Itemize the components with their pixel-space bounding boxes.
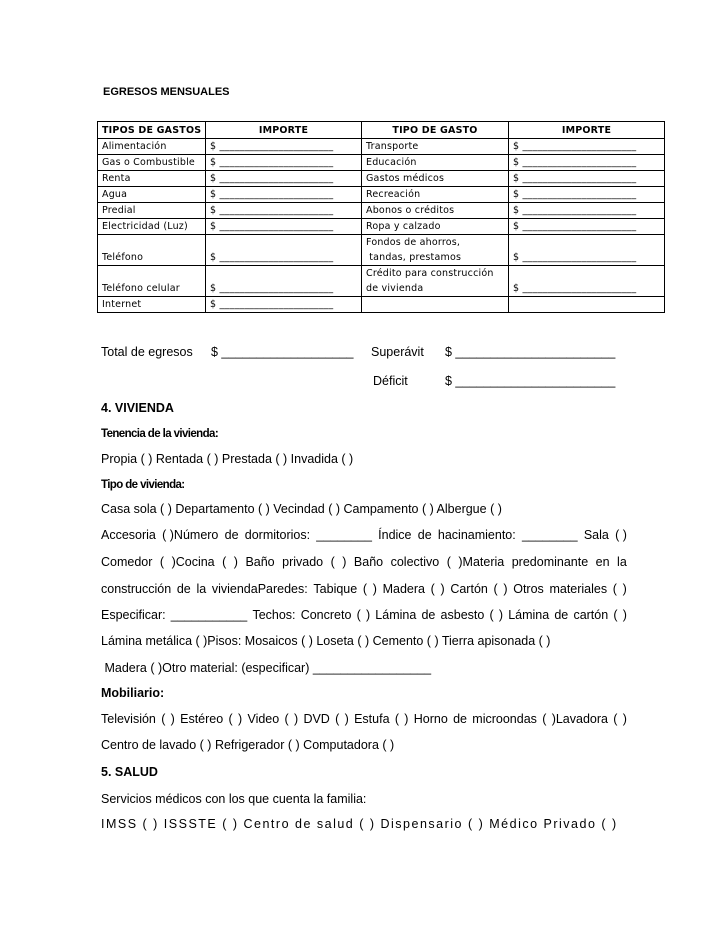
word: ( [446,555,451,569]
word: ) [622,608,627,622]
word: asbesto [440,608,485,622]
word: Baño [353,555,384,569]
amount-field[interactable]: $ _______________________ [509,266,665,297]
expense-type: Educación [362,155,509,171]
word: ) [170,712,175,726]
tipo-vivienda-options: Casa sola ( ) Departamento ( ) Vecindad ( ) Campamento ( ) Albergue ( ) [101,502,502,516]
expense-type: Transporte [362,139,509,155]
expenses-table [97,121,665,313]
word: dormitorios: [244,528,311,542]
expense-type: Teléfono celular [98,266,206,297]
table-row [98,219,665,235]
word: Otros [513,582,544,596]
word: Accesoria [101,528,156,542]
vivienda-line [101,555,627,569]
word: Estufa [354,712,390,726]
word: Lámina [375,608,417,622]
sheet-title: EGRESOS MENSUALES [103,86,230,98]
word: ( [489,608,494,622]
word: ) [622,582,627,596]
word: de [176,582,191,596]
word: ) [440,582,445,596]
word: de [417,528,432,542]
mobiliario-line-2: Centro de lavado ( ) Refrigerador ( ) Computadora ( ) [101,738,395,752]
word: ( [542,712,547,726]
word: ( [330,555,335,569]
word: ) [503,582,508,596]
tenencia-label: Tenencia de la vivienda: [101,428,219,440]
table-row [98,203,665,219]
amount-field[interactable]: $ _______________________ [509,235,665,266]
amount-field[interactable]: $ _______________________ [206,297,362,313]
amount-field[interactable]: $ _______________________ [206,171,362,187]
table-row [98,139,665,155]
expense-type: Ropa y calzado [362,219,509,235]
word: ) [344,712,349,726]
word: predominante [511,555,589,569]
word: ( [613,712,618,726]
word: Índice [378,528,412,542]
total-egresos-label: Total de egresos [101,345,193,359]
word: ________ [521,528,578,542]
word: de [453,712,467,726]
table-row [98,155,665,171]
amount-field[interactable]: $ _______________________ [206,266,362,297]
amount-field[interactable]: $ _______________________ [509,203,665,219]
servicios-options: IMSS ( ) ISSSTE ( ) Centro de salud ( ) Dispensario ( ) Médico Privado ( ) [101,817,618,831]
expense-type-line: de vivienda [366,283,424,294]
table-row [98,171,665,187]
amount-field[interactable]: $ _______________________ [206,155,362,171]
amount-field[interactable]: $ _______________________ [206,139,362,155]
expense-type: Predial [98,203,206,219]
word: ( [159,555,165,569]
word: ) [498,608,504,622]
vivienda-line [101,608,627,622]
word: Madera [382,582,425,596]
word: ___________ [170,608,248,622]
word: ( [222,555,227,569]
word: ( ) [615,528,627,542]
superavit-field[interactable]: $ _______________________ [445,345,616,359]
servicios-label: Servicios médicos con los que cuenta la familia: [101,792,367,806]
word: Concreto [300,608,352,622]
column-header: TIPOS DE GASTOS [98,122,206,139]
table-row [98,297,665,313]
expense-type: Alimentación [98,139,206,155]
word: hacinamiento: [437,528,516,542]
expense-type: Gastos médicos [362,171,509,187]
word: Televisión [101,712,156,726]
table-row [98,187,665,203]
word: microondas [472,712,537,726]
word: DVD [303,712,330,726]
expense-type: Teléfono [98,235,206,266]
word: Tabique [313,582,358,596]
word: ) [404,712,409,726]
expense-type: Agua [98,187,206,203]
tipo-vivienda-label: Tipo de vivienda: [101,479,185,491]
word: ) [342,555,347,569]
expense-type-two-line [362,266,509,297]
section-heading-vivienda: 4. VIVIENDA [101,401,174,415]
word: ( [612,582,617,596]
amount-field[interactable]: $ _______________________ [206,219,362,235]
word: )Materia [458,555,505,569]
word: )Cocina [171,555,215,569]
word: ) [372,582,377,596]
table-row [98,266,665,297]
word: materiales [549,582,608,596]
word: ) [233,555,238,569]
word: ( [493,582,498,596]
empty-cell [509,297,665,313]
word: ( [228,712,233,726]
deficit-label: Déficit [373,374,408,388]
word: viviendaParedes: [211,582,308,596]
word: en [595,555,610,569]
word: privado [282,555,324,569]
word: de [554,608,569,622]
expense-type: Recreación [362,187,509,203]
word: ( )Número [162,528,219,542]
word: ( [335,712,340,726]
amount-field[interactable]: $ _______________________ [509,219,665,235]
word: ) [237,712,243,726]
empty-cell [362,297,509,313]
total-egresos-field[interactable]: $ ___________________ [211,345,354,359]
word: colectivo [390,555,440,569]
expense-type-line: tandas, prestamos [366,252,462,263]
word: Horno [413,712,448,726]
madera-line: Madera ( )Otro material: (especificar) _________________ [101,661,432,675]
superavit-label: Superávit [371,345,424,359]
word: Lámina [508,608,550,622]
word: la [617,555,627,569]
expense-type-two-line [362,235,509,266]
column-header: TIPO DE GASTO [362,122,509,139]
word: de [421,608,436,622]
expense-type: Renta [98,171,206,187]
tenencia-options: Propia ( ) Rentada ( ) Prestada ( ) Invadida ( ) [101,452,354,466]
amount-field[interactable]: $ _______________________ [206,235,362,266]
column-header: IMPORTE [509,122,665,139]
amount-field[interactable]: $ _______________________ [206,203,362,219]
column-header: IMPORTE [206,122,362,139]
amount-field[interactable]: $ _______________________ [206,187,362,203]
expense-type: Internet [98,297,206,313]
amount-field[interactable]: $ _______________________ [509,139,665,155]
word: Sala [583,528,609,542]
vivienda-line [101,528,627,542]
table-row [98,235,665,266]
amount-field[interactable]: $ _______________________ [509,187,665,203]
word: ( [362,582,368,596]
word: cartón [573,608,609,622]
expense-type-line: Crédito para construcción [366,268,494,279]
word: ) [293,712,299,726]
word: construcción [101,582,172,596]
vivienda-line [101,582,627,596]
expense-type: Electricidad (Luz) [98,219,206,235]
word: Techos: [252,608,296,622]
word: ________ [316,528,372,542]
word: de [224,528,239,542]
laminas-line: Lámina metálica ( )Pisos: Mosaicos ( ) Loseta ( ) Cemento ( ) Tierra apisonada ( ) [101,634,551,648]
word: la [196,582,207,596]
deficit-field[interactable]: $ _______________________ [445,374,616,388]
word: ( [613,608,618,622]
expense-type: Gas o Combustible [98,155,206,171]
word: Cartón [450,582,488,596]
word: ( [284,712,289,726]
word: ) [365,608,371,622]
expense-type-line: Fondos de ahorros, [366,237,461,248]
amount-field[interactable]: $ _______________________ [509,155,665,171]
expense-type: Abonos o créditos [362,203,509,219]
word: Especificar: [101,608,166,622]
table-header-row [98,122,665,139]
section-heading-salud: 5. SALUD [101,765,158,779]
word: ( [356,608,361,622]
amount-field[interactable]: $ _______________________ [509,171,665,187]
word: Comedor [101,555,153,569]
mobiliario-line [101,712,627,726]
word: ( [161,712,166,726]
mobiliario-label: Mobiliario: [101,686,165,700]
word: ( [430,582,435,596]
word: ( [394,712,399,726]
word: Baño [245,555,275,569]
word: Estéreo [180,712,224,726]
word: )Lavadora [551,712,608,726]
word: Video [247,712,280,726]
word: ) [622,712,627,726]
